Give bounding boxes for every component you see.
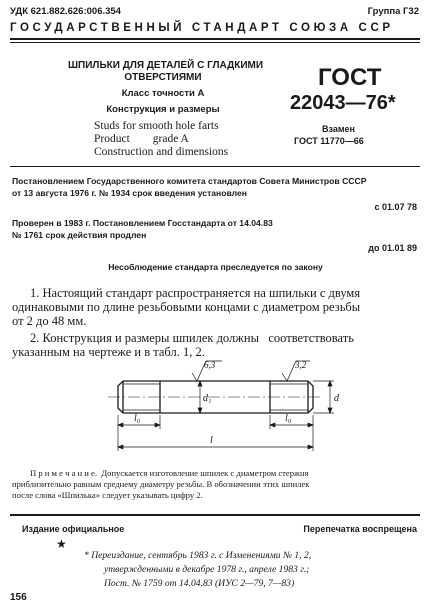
organization-title: ГОСУДАРСТВЕННЫЙ СТАНДАРТ СОЮЗА ССР: [10, 22, 394, 34]
header-rule-thin: [10, 42, 420, 43]
l-label: l: [210, 435, 213, 446]
footnote-line2: утвержденными в декабре 1978 г., апреле 1983 г.;: [104, 564, 310, 575]
title-en-line2: Product grade A: [94, 133, 189, 145]
d-label: d: [334, 393, 339, 404]
note-line2: приблизительно равным среднему диаметру резьбы. В обозначении этих шпилек: [12, 479, 310, 489]
title-rule: [10, 166, 420, 167]
d1-label: d₁: [203, 393, 212, 404]
replaces-standard: ГОСТ 11770—66: [294, 136, 364, 146]
law-warning: Несоблюдение стандарта преследуется по закону: [108, 262, 323, 272]
roughness-32: 3,2: [295, 360, 307, 370]
note-line3: после слова «Шпилька» следует указывать цифру 2.: [12, 490, 203, 500]
note-line1: П р и м е ч а н и е. Допускается изготовление шпилек с диаметром стержня: [30, 468, 309, 478]
reprint-prohibited: Перепечатка воспрещена: [303, 524, 417, 534]
title-en-line1: Studs for smooth hole farts: [94, 120, 219, 132]
decree-line1: Постановлением Государственного комитета стандартов Совета Министров СССР: [12, 176, 367, 186]
construction-subtitle: Конструкция и размеры: [106, 104, 220, 115]
decree-line2: от 13 августа 1976 г. № 1934 срок введения установлен: [12, 188, 247, 198]
page-number: 156: [10, 592, 27, 603]
paragraph1-line1: 1. Настоящий стандарт распространяется на шпильки с двумя: [30, 286, 361, 300]
precision-class: Класс точности А: [121, 88, 205, 99]
paragraph2-line1: 2. Конструкция и размеры шпилек должны соответствовать: [30, 331, 354, 345]
footnote-line3: Пост. № 1759 от 14.04.83 (ИУС 2—79, 7—83): [104, 578, 295, 589]
extension-date: до 01.01 89: [368, 243, 417, 253]
gost-label: ГОСТ: [318, 64, 382, 91]
roughness-63: 6,3: [204, 360, 216, 370]
title-en-line3: Construction and dimensions: [94, 146, 229, 158]
effective-date: с 01.07 78: [374, 202, 417, 212]
header-rule-thick: [10, 38, 420, 40]
paragraph1-line2: одинаковыми по длине резьбовыми концами с диаметром резьбы: [12, 300, 361, 314]
paragraph1-line3: от 2 до 48 мм.: [12, 314, 87, 328]
l0-left-label: l₀: [134, 413, 141, 424]
check-line1: Проверен в 1983 г. Постановлением Госстандарта от 14.04.83: [12, 218, 273, 228]
footer-rule: [10, 514, 420, 516]
check-line2: № 1761 срок действия продлен: [12, 230, 147, 240]
official-edition: Издание официальное: [22, 524, 125, 534]
group-code: Группа Г32: [367, 6, 419, 17]
star-icon: ★: [56, 537, 67, 551]
title-ru-line1: ШПИЛЬКИ ДЛЯ ДЕТАЛЕЙ С ГЛАДКИМИ: [68, 60, 264, 71]
gost-number: 22043—76*: [290, 92, 396, 114]
l0-right-label: l₀: [285, 413, 292, 424]
footnote-line1: * Переиздание, сентябрь 1983 г. с Изменениями № 1, 2,: [84, 550, 312, 561]
udk-code: УДК 621.882.626:006.354: [10, 6, 121, 17]
title-ru-line2: ОТВЕРСТИЯМИ: [124, 72, 202, 83]
paragraph2-line2: указанным на чертеже и в табл. 1, 2.: [12, 345, 205, 359]
stud-drawing: [0, 355, 431, 460]
replaces-label: Взамен: [322, 124, 355, 134]
